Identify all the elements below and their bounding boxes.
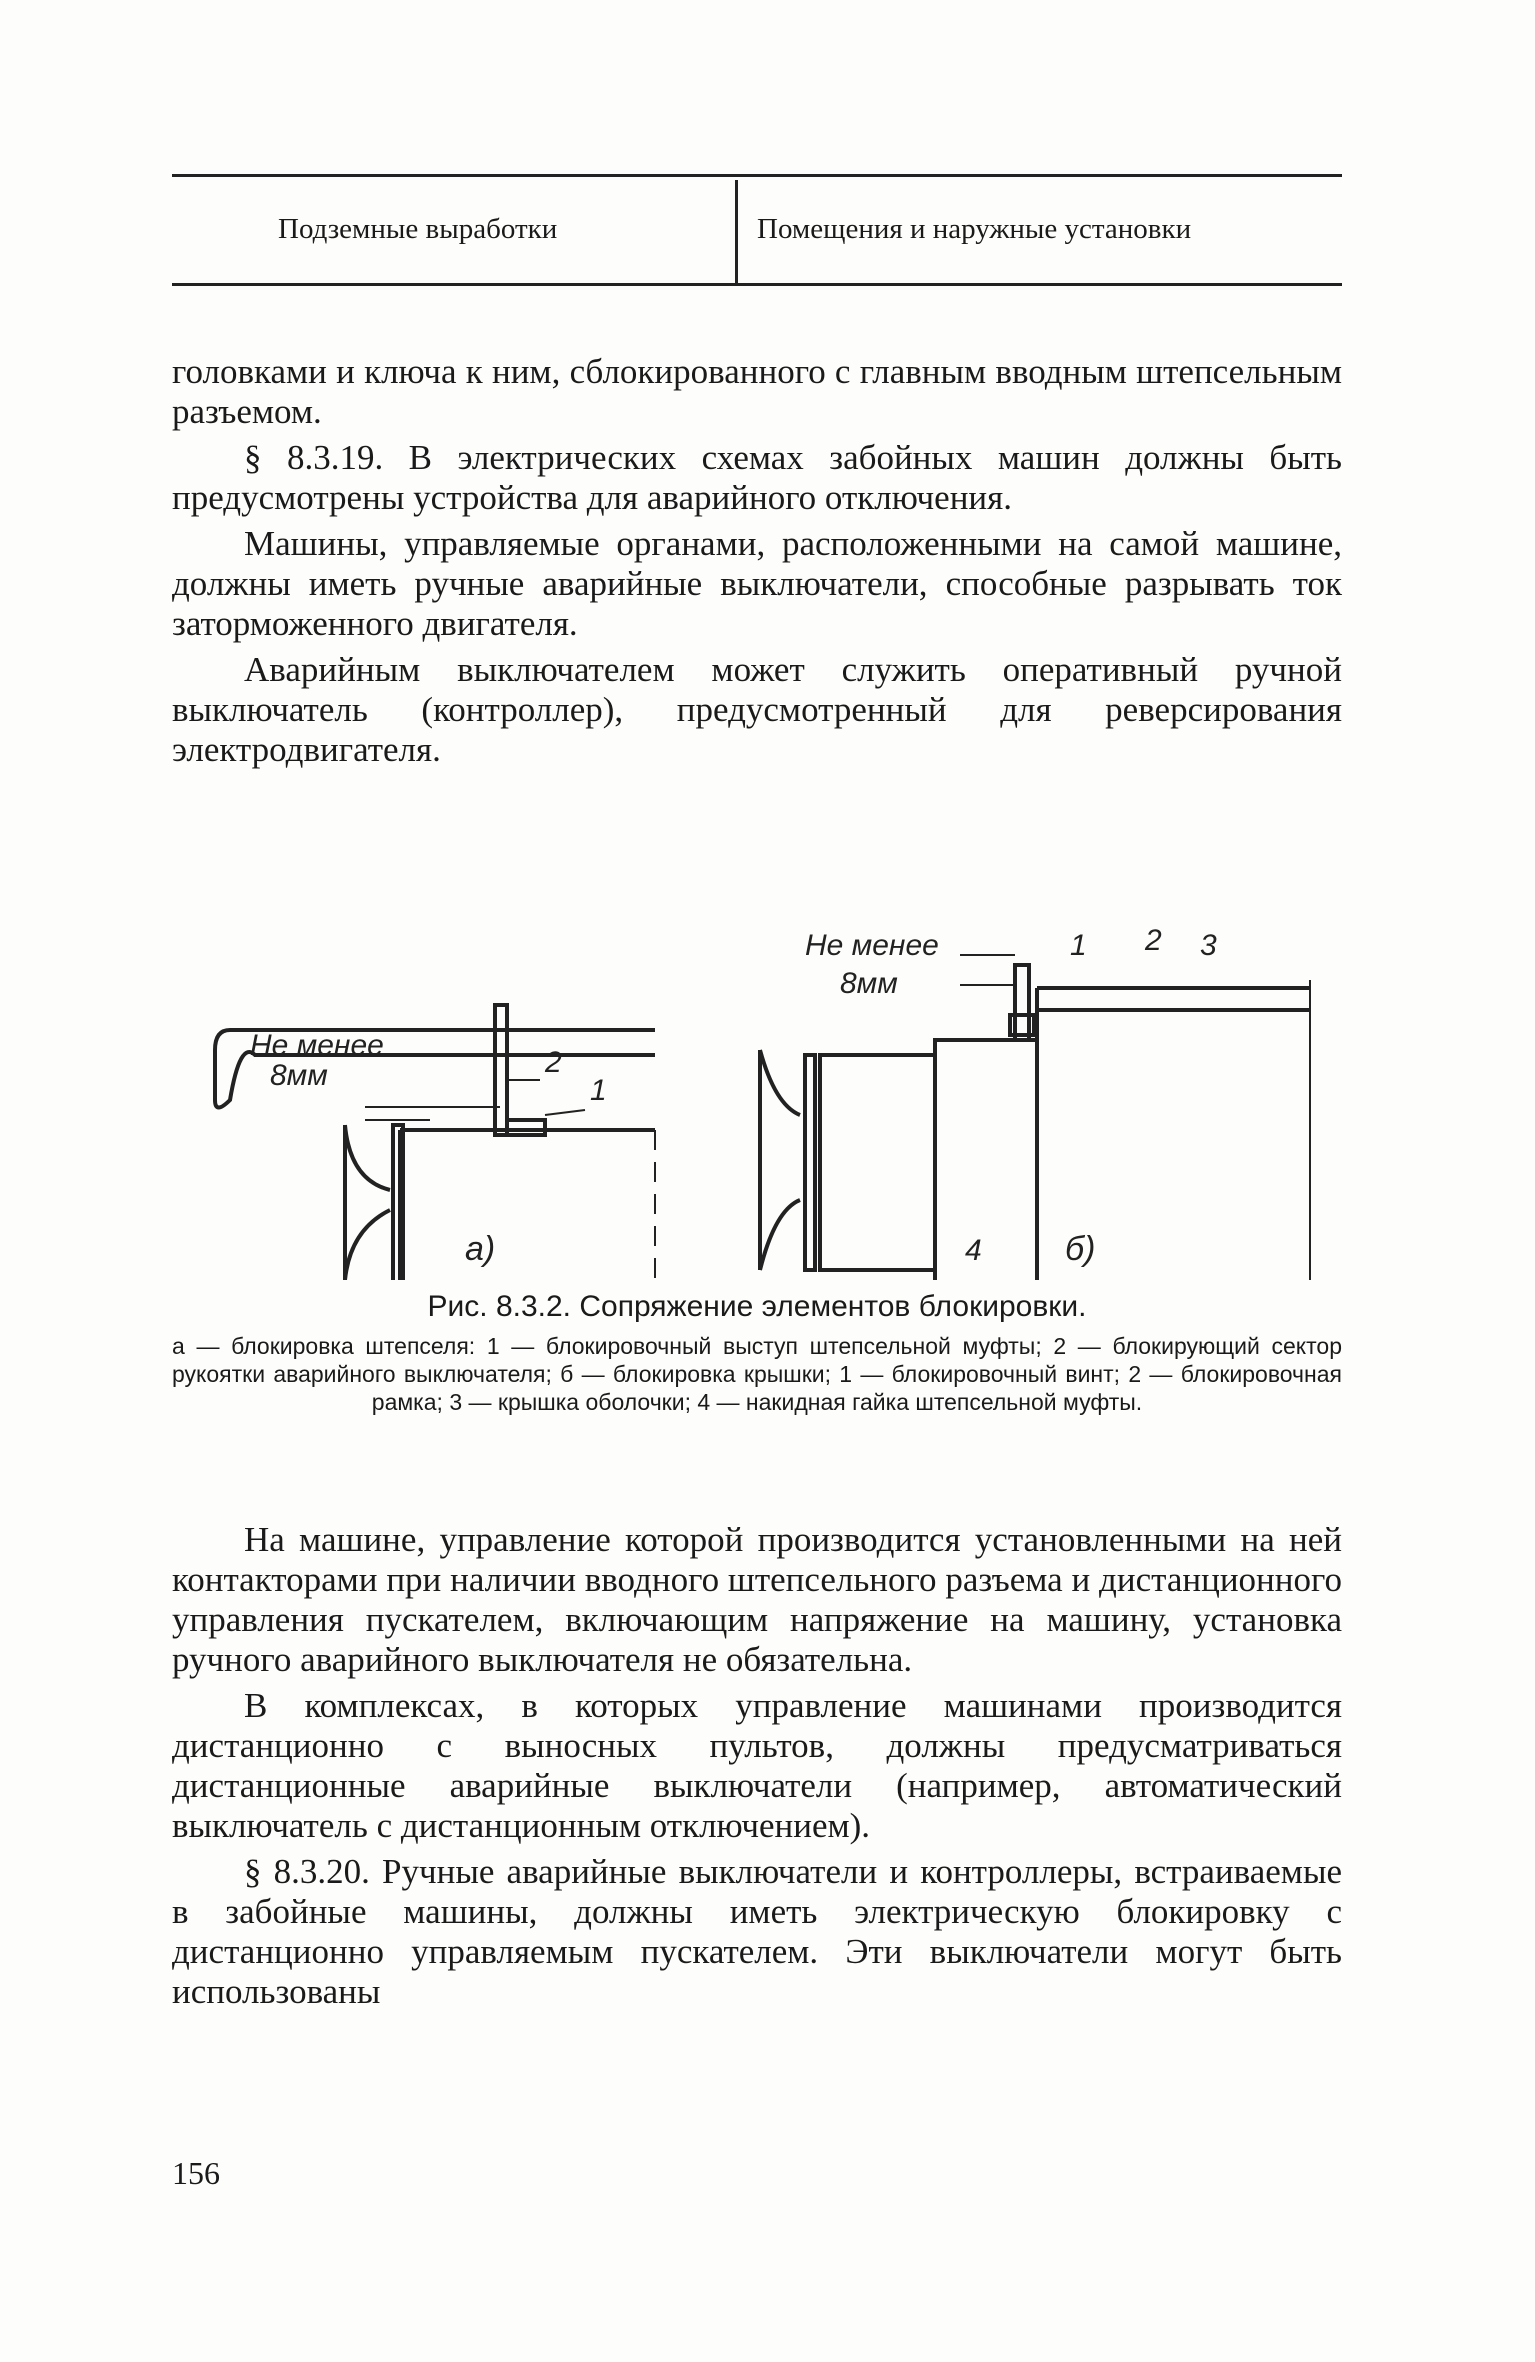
dim-label-b-2: 8мм: [840, 967, 898, 1000]
paragraph: На машине, управление которой производится установленными на ней контакторами при наличии вводного штепсельного разъема и дистанционного управления пускателем, включающим напряжение на машину, установка ручного аварийного выключателя не обязательна.: [172, 1520, 1342, 1679]
paragraph: Аварийным выключателем может служить оперативный ручной выключатель (контроллер), предусмотренный для реверсирования электродвигателя.: [172, 650, 1342, 769]
header-bottom-rule: [172, 283, 1342, 286]
diagram-b: [760, 955, 1310, 1280]
caption-body: а — блокировка штепселя: 1 — блокировочный выступ штепсельной муфты; 2 — блокирующий сектор рукоятки аварийного выключателя; б — блокировка крышки; 1 — блокировочный винт; 2 — блокировочная рамка; 3 — крышка оболочки; 4 — накидная гайка штепсельной муфты.: [172, 1333, 1342, 1415]
label-b-3: 3: [1200, 929, 1217, 962]
paragraph: В комплексах, в которых управление машинами производится дистанционно с выносных пультов, должны предусматриваться дистанционные аварийные выключатели (например, автоматический выключатель с дистанционным отключением).: [172, 1686, 1342, 1845]
header-divider: [735, 180, 738, 285]
caption-title: Рис. 8.3.2. Сопряжение элементов блокировки.: [427, 1290, 1087, 1323]
figure-8-3-2: [0, 900, 1535, 1280]
header-left: Подземные выработки: [278, 213, 558, 245]
header-top-rule: [172, 174, 1342, 177]
page-number: 156: [172, 2155, 220, 2191]
paragraph-8-3-20: § 8.3.20. Ручные аварийные выключатели и контроллеры, встраиваемые в забойные машины, должны иметь электрическую блокировку с дистанционно управляемым пускателем. Эти выключатели могут быть использованы: [172, 1852, 1342, 2011]
paragraph: головками и ключа к ним, сблокированного с главным вводным штепсельным разъемом.: [172, 352, 1342, 431]
dim-label-a-1: Не менее: [250, 1029, 384, 1062]
paragraph-8-3-19: § 8.3.19. В электрических схемах забойных машин должны быть предусмотрены устройства для аварийного отключения.: [172, 438, 1342, 517]
header-right: Помещения и наружные установки: [757, 213, 1192, 245]
label-b-1: 1: [1070, 929, 1087, 962]
label-a-2: 2: [545, 1046, 562, 1079]
sublabel-b: б): [1065, 1230, 1096, 1268]
body-text-top: [172, 352, 1342, 776]
label-b-2: 2: [1145, 924, 1162, 957]
body-text-bottom: [172, 1520, 1342, 2018]
paragraph: Машины, управляемые органами, расположенными на самой машине, должны иметь ручные аварийные выключатели, способные разрывать ток заторможенного двигателя.: [172, 524, 1342, 643]
figure-caption: [172, 1290, 1342, 1416]
sublabel-a: а): [465, 1230, 496, 1268]
dim-label-b-1: Не менее: [805, 929, 939, 962]
dim-label-a-2: 8мм: [270, 1059, 328, 1092]
label-a-1: 1: [590, 1074, 607, 1107]
label-b-4: 4: [965, 1234, 982, 1267]
